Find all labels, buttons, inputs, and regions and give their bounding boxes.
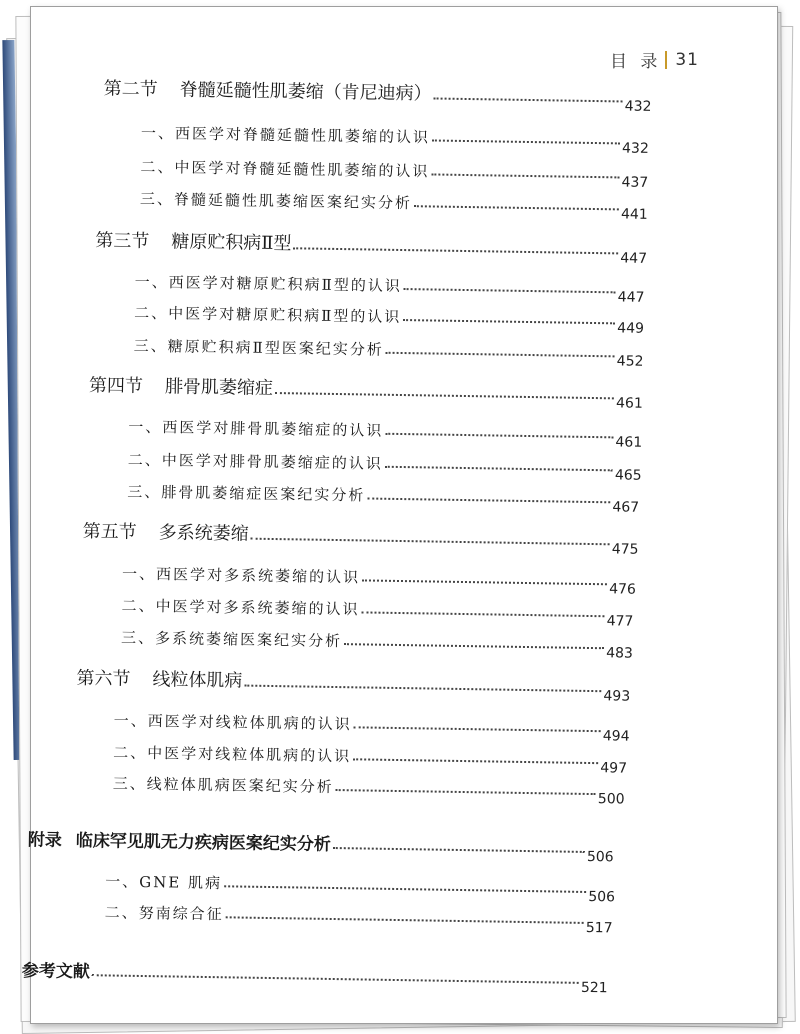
dot-leader	[431, 173, 619, 178]
page-number: 449	[617, 320, 645, 337]
appendix-title: 临床罕见肌无力疾病医案纪实分析	[75, 830, 331, 855]
toc-references[interactable]	[21, 956, 608, 997]
toc-item[interactable]	[104, 901, 613, 937]
item-label: 一、西医学对线粒体肌病的认识	[113, 711, 352, 734]
appendix-label: 附录	[27, 830, 63, 851]
toc-item[interactable]	[105, 870, 616, 906]
toc-page	[21, 6, 778, 1024]
page-number: 437	[621, 174, 649, 191]
page-number: 477	[606, 613, 634, 630]
page-number: 493	[603, 688, 631, 705]
dot-leader	[92, 974, 579, 984]
header-page-number: 31	[675, 49, 699, 70]
dot-leader	[385, 466, 613, 472]
item-label: 二、中医学对糖原贮积病Ⅱ型的认识	[134, 303, 402, 326]
toc-item[interactable]	[139, 188, 648, 223]
toc-item[interactable]	[140, 156, 649, 191]
dot-leader	[353, 758, 598, 764]
section-number: 第二节	[103, 78, 158, 101]
page-number: 517	[585, 919, 613, 937]
dot-leader	[386, 352, 615, 358]
page-number: 475	[611, 541, 639, 558]
dot-leader	[354, 726, 601, 732]
dot-leader	[344, 643, 604, 649]
toc-item[interactable]	[127, 449, 642, 484]
toc-section[interactable]	[103, 74, 652, 115]
toc-item[interactable]	[134, 302, 645, 337]
page-number: 497	[600, 760, 628, 777]
dot-leader	[414, 205, 619, 210]
page-number: 494	[602, 728, 630, 745]
item-label: 一、西医学对多系统萎缩的认识	[121, 564, 361, 587]
page-number: 461	[615, 434, 643, 451]
page-number: 521	[580, 979, 608, 997]
page-number: 500	[597, 791, 625, 808]
section-number: 第三节	[95, 230, 150, 253]
toc-item[interactable]	[128, 416, 643, 451]
dot-leader	[367, 497, 610, 503]
page-number: 432	[621, 140, 649, 157]
page-number: 447	[617, 289, 645, 306]
toc-item[interactable]	[113, 710, 630, 745]
toc-section[interactable]	[88, 371, 643, 412]
dot-leader	[293, 247, 618, 254]
dot-leader	[361, 611, 604, 617]
dot-leader	[275, 392, 614, 399]
item-label: 三、糖原贮积病Ⅱ型医案纪实分析	[133, 336, 384, 359]
toc-section[interactable]	[76, 664, 631, 705]
header-section-title: 目 录	[609, 52, 662, 72]
dot-leader	[403, 319, 615, 324]
dot-leader	[362, 579, 607, 585]
item-label: 一、GNE 肌病	[105, 872, 223, 893]
dot-leader	[404, 288, 616, 293]
dot-leader	[226, 916, 584, 924]
references-title: 参考文献	[21, 961, 90, 983]
toc-item[interactable]	[121, 563, 637, 598]
dot-leader	[432, 139, 620, 144]
page-number: 506	[586, 848, 614, 866]
page-number: 441	[620, 206, 648, 223]
toc-item[interactable]	[134, 271, 645, 306]
item-label: 二、中医学对多系统萎缩的认识	[121, 596, 360, 619]
item-label: 三、腓骨肌萎缩症医案纪实分析	[127, 482, 366, 505]
toc-item[interactable]	[127, 481, 640, 516]
toc-section[interactable]	[95, 226, 648, 267]
item-label: 二、努南综合征	[104, 903, 224, 924]
item-label: 三、脊髓延髓性肌萎缩医案纪实分析	[139, 189, 413, 213]
section-title: 糖原贮积病Ⅱ型	[171, 231, 292, 255]
section-number: 第四节	[88, 375, 144, 397]
section-title: 线粒体肌病	[152, 669, 243, 692]
section-title: 脊髓延髓性肌萎缩（肯尼迪病）	[179, 79, 432, 105]
item-label: 三、多系统萎缩医案纪实分析	[120, 628, 343, 651]
page-number: 506	[588, 889, 616, 906]
item-label: 一、西医学对腓骨肌萎缩症的认识	[128, 417, 384, 440]
section-title: 腓骨肌萎缩症	[164, 376, 274, 399]
dot-leader	[333, 847, 585, 853]
section-title: 多系统萎缩	[158, 522, 249, 545]
table-of-contents	[15, 1, 777, 1029]
item-label: 二、中医学对线粒体肌病的认识	[113, 743, 352, 766]
page-number: 483	[606, 645, 633, 662]
toc-item[interactable]	[133, 335, 644, 370]
section-number: 第六节	[76, 667, 131, 690]
dot-leader	[434, 97, 623, 102]
dot-leader	[385, 433, 613, 439]
page-number: 432	[624, 98, 652, 115]
toc-section[interactable]	[82, 517, 639, 558]
toc-item[interactable]	[120, 627, 633, 662]
page-number: 476	[609, 581, 637, 598]
toc-item[interactable]	[113, 742, 628, 777]
item-label: 三、线粒体肌病医案纪实分析	[112, 774, 334, 796]
toc-item[interactable]	[121, 595, 634, 630]
item-label: 二、中医学对腓骨肌萎缩症的认识	[127, 450, 383, 473]
dot-leader	[224, 885, 586, 893]
toc-appendix[interactable]	[27, 825, 614, 866]
dot-leader	[336, 789, 596, 795]
page-number: 447	[620, 250, 648, 267]
toc-item[interactable]	[112, 773, 625, 808]
section-number: 第五节	[82, 521, 137, 543]
toc-item[interactable]	[140, 122, 649, 157]
item-label: 二、中医学对脊髓延髓性肌萎缩的认识	[140, 157, 430, 181]
page-number: 465	[614, 467, 642, 484]
page-number: 452	[616, 353, 644, 370]
item-label: 一、西医学对脊髓延髓性肌萎缩的认识	[140, 123, 431, 147]
page-number: 467	[612, 499, 640, 516]
dot-leader	[244, 685, 601, 693]
page-number: 461	[615, 395, 643, 412]
dot-leader	[251, 538, 610, 546]
item-label: 一、西医学对糖原贮积病Ⅱ型的认识	[134, 272, 402, 295]
